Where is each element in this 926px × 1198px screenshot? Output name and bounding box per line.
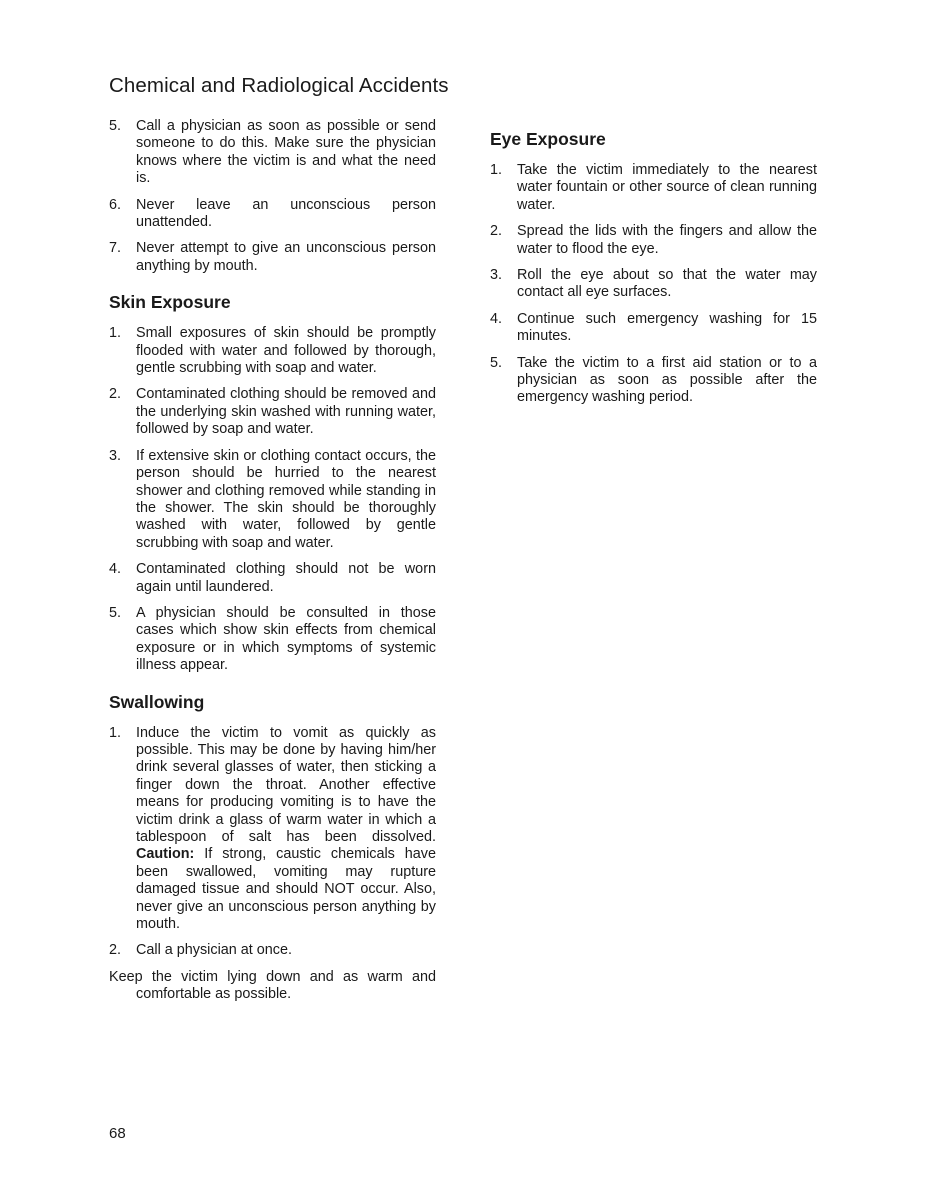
list-item — [490, 162, 817, 214]
eye-exposure-heading: Eye Exposure — [490, 129, 606, 149]
caution-label: Caution: — [136, 846, 195, 863]
item-number: 2. — [109, 942, 122, 959]
list-item — [109, 118, 436, 188]
item-text: Take the victim immediately to the nearest water fountain or other source of clean running water. — [517, 162, 817, 213]
list-item — [109, 386, 436, 438]
item-number: 6. — [109, 196, 122, 213]
item-text: Continue such emergency washing for 15 minutes. — [517, 310, 817, 345]
item-number: 7. — [109, 240, 122, 257]
list-item — [490, 311, 817, 346]
list-item — [109, 725, 436, 934]
list-item — [109, 448, 436, 552]
list-item — [109, 197, 436, 232]
item-number: 1. — [490, 162, 503, 178]
list-item — [109, 605, 436, 675]
swallowing-note: Keep the victim lying down and as warm and comfortable as possible. — [109, 968, 436, 1003]
item-number: 1. — [109, 325, 122, 342]
item-text: A physician should be consulted in those cases which show skin effects from chemical exposure or in which symptoms of systemic illness appear. — [136, 604, 436, 674]
eye-exposure-list — [490, 162, 817, 407]
general-list — [109, 118, 436, 275]
item-text: Induce the victim to vomit as quickly as possible. This may be done by having him/her drink several glasses of water, then sticking a finger down the throat. Another effective means for producing vomiting is to have the victim drink a glass of warm water in which a tablespoon of salt has been dissolved. — [136, 724, 436, 845]
item-text: Take the victim to a first aid station or to a physician as soon as possible after the emergency washing period. — [517, 354, 817, 406]
swallowing-heading: Swallowing — [109, 691, 205, 712]
item-number: 2. — [490, 223, 503, 240]
item-number: 4. — [490, 310, 503, 327]
item-number: 1. — [109, 724, 122, 741]
list-item — [109, 240, 436, 275]
item-text: Contaminated clothing should not be worn again until laundered. — [136, 561, 436, 595]
item-number: 5. — [109, 118, 122, 134]
list-item — [109, 561, 436, 596]
item-text: If strong, caustic chemicals have been swallowed, vomiting may rupture damaged tissue and should NOT occur. Also, never give an unconscious person anything by mouth. — [136, 846, 436, 933]
item-number: 2. — [109, 386, 122, 403]
item-text: Small exposures of skin should be promptly flooded with water and followed by thorough, gentle scrubbing with soap and water. — [136, 325, 436, 377]
item-number: 3. — [109, 447, 122, 464]
skin-exposure-heading: Skin Exposure — [109, 292, 231, 313]
skin-exposure-list — [109, 325, 436, 674]
list-item — [490, 355, 817, 407]
item-text: Contaminated clothing should be removed and the underlying skin washed with running water, followed by soap and water. — [136, 386, 436, 438]
item-number: 5. — [109, 604, 122, 621]
item-text: Spread the lids with the fingers and allow the water to flood the eye. — [517, 223, 817, 257]
item-text: If extensive skin or clothing contact occurs, the person should be hurried to the nearest shower and clothing removed while standing in the shower. The skin should be thoroughly washed with water, followed by gentle scrubbing with soap and water. — [136, 447, 436, 551]
list-item — [490, 223, 817, 258]
left-column — [109, 118, 436, 1004]
item-text: Roll the eye about so that the water may contact all eye surfaces. — [517, 267, 817, 301]
item-text: Never leave an unconscious person unattended. — [136, 196, 436, 231]
item-text: Call a physician as soon as possible or send someone to do this. Make sure the physician knows where the victim is and what the need is. — [136, 118, 436, 187]
right-column — [490, 128, 817, 416]
page-title: Chemical and Radiological Accidents — [109, 74, 449, 97]
swallowing-list — [109, 725, 436, 960]
page-number: 68 — [109, 1125, 126, 1142]
item-number: 4. — [109, 561, 122, 578]
list-item — [490, 267, 817, 302]
item-text: Never attempt to give an unconscious person anything by mouth. — [136, 240, 436, 274]
list-item — [109, 942, 436, 959]
item-number: 5. — [490, 354, 503, 371]
item-text: Call a physician at once. — [136, 942, 292, 959]
list-item — [109, 325, 436, 377]
item-number: 3. — [490, 267, 503, 284]
